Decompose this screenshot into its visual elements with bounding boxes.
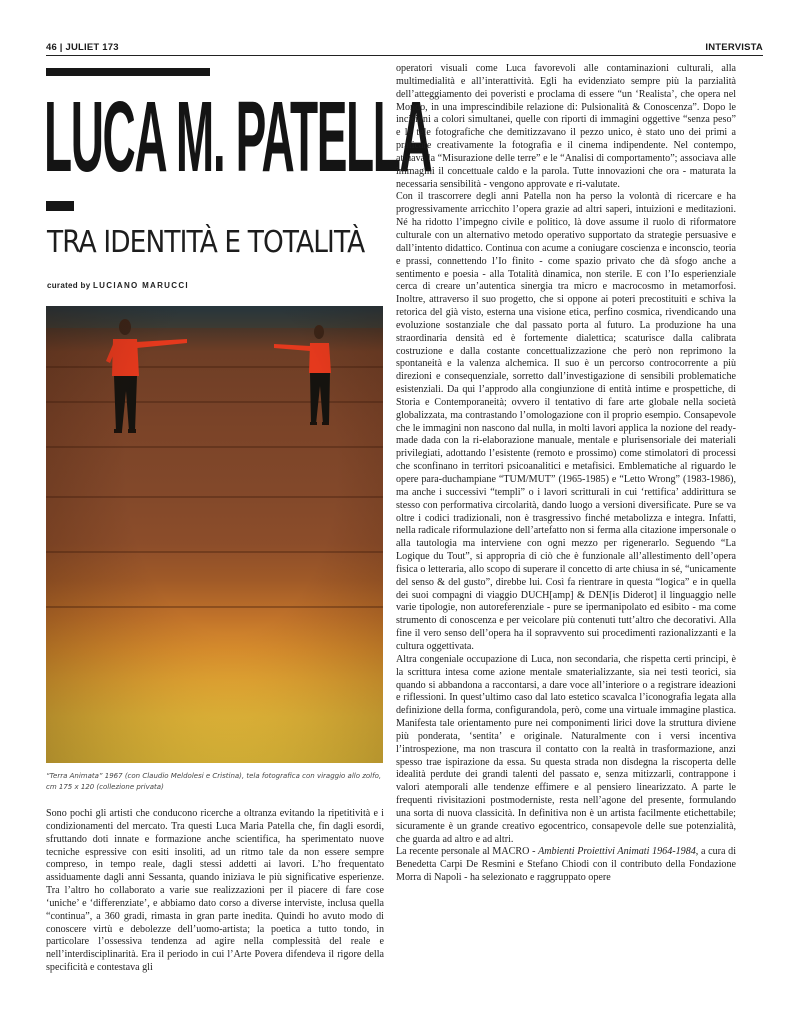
paragraph: Altra congeniale occupazione di Luca, non secondaria, che rispetta certi principi, è la scrittura intesa come azione mentale smaterializzante, sia nei testi teorici, sia quando si abbandona a raccontarsi, a dare voce all’interiore o a registrare ideazioni e riflessioni. In quest’ultimo caso dal lato estetico scavalca l’iconografia legata alla definizione della forma, configurandola, però, come una virtuale immagine plastica. Manifesta tale orientamento pure nei componimenti lirici dove la struttura diviene più ponderata, ‘sentita’ e originale. Naturalmente con i versi incentiva l’introspezione, ma non trascura il contatto con la realtà in trasformazione, anzi spesso trae ispirazione da essa. Su questa strada non disdegna la riscoperta delle idealità perdute dei grandi talenti del passato e, senza mitizzarli, contrappone i valori atemporali alle tendenze effimere e al pensiero linearizzato. A parte le frequenti rivisitazioni postmoderniste, resta nell’agone del presente, formulando una sorta di nuova classicità. In definitiva non è un artista facilmente etichettabile; sicuramente è un grande creativo egocentrico, consapevole delle sue potenzialità, che guarda ad altro e ad altri. <box>396 653 736 845</box>
paragraph: Sono pochi gli artisti che conducono ricerche a oltranza evitando la ripetitività e i condizionamenti del mercato. Tra questi Luca Maria Patella che, fin dagli esordi, sfruttando doti innate e formazione anche scientifica, ha sperimentato nuove tecniche espressive con esiti insoliti, ad un ritmo tale da non essere sempre compreso, in tempo reale, dagli stessi addetti ai lavori. L’ho frequentato assiduamente dagli anni Sessanta, quando iniziava le più significative esperienze. Tra l’altro ho collaborato a varie sue realizzazioni per il piacere di fare cose ‘uniche’ e ‘differenziate’, e abbiamo dato corso a diverse interviste, inclusa quella “continua”, a 360 gradi, rimasta in gran parte inedita. Quindi ho avuto modo di conoscere virtù e debolezze dell’uomo-artista; la poetica a tutto tondo, in particolare l’ossessiva tendenza ad agire nella complessità del reale e nell’interdisciplinarità. Era il periodo in cui l’Arte Povera difendeva il rigore della specificità e contestava gli <box>46 808 384 974</box>
section-label: INTERVISTA <box>705 42 763 53</box>
paragraph: Con il trascorrere degli anni Patella non ha perso la volontà di ricercare e ha progressivamente arricchito l’opera grazie ad altri saperi, intuizioni e meditazioni. Né ha ridotto l’impegno civile e politico, là dove assume il ruolo di riformatore culturale con un alternativo metodo operativo supportato da strategie persuasive e dall’intento didattico. Continua con acume a coniugare coscienza e inconscio, teoria e prassi, connettendo l’Io finito - come spazio privato che dà sfogo anche a sentimento e poesia - alla Totalità dinamica, non sterile. E con l’Io esperienziale cerca di creare un’autentica sinergia tra micro e macrocosmo in metamorfosi. Inoltre, attraverso il suo progetto, che si oppone ai poteri precostituiti e schiva la retorica del già visto, esterna una visione etica, perfino cosmica, rivendicando una evoluzione sostanziale che dal passato porta al futuro. La produzione ha una straordinaria densità ed è fortemente dialettica; scaturisce dalla calibrata costruzione e dalla costante concettualizzazione che però non reprimono la spontaneità e la valenza alchemica. Il suo è un percorso controcorrente a più direzioni e consequenziale, sorretto dall’investigazione di sensibili problematiche esistenziali. Da qui l’approdo alla congiunzione di entità intime e prospettiche, di Storia e Contemporaneità; ovvero il tentativo di fare arte globale nella società globalizzata, ma contrastando l’omologazione con il proprio esempio. Consapevole che le immagini non nascono dal nulla, in molti lavori applica la nozione del ready-made dada con la ri-elaborazione manuale, mentale e plurisensoriale dei materiali privilegiati, adottando l’esistente (remoto e prossimo) come stimolatori di processi che sconfinano in territori psicoanalitici e metafisici. Emblematiche al riguardo le opere para-duchampiane “TUM/MUT” (1965-1985) e “Letto Wrong” (1983-1986), ma anche i successivi “templi” o i lavori scritturali in cui ‘rettifica’ addirittura se stesso con performativa circolarità, dando luogo a versioni diversificate. Pure se va oltre i codici tradizionali, non è trasgressivo finché metabolizza e integra. Infatti, nella radicale riformulazione dell’artefatto non si ferma alla citazione impersonale o alla tautologia ma interviene con ogni mezzo per rigenerarlo. Seguendo “La Logique du Tout”, si appropria di ciò che è funzionale all’allestimento dell’opera fisica o letteraria, allo scopo di superare il concetto di arte chiusa in sé, “unicamente del senso & del gusto”, direbbe lui. Così fa rientrare in questa “logica” e in quella dei suoi compagni di viaggio DUCH[amp] & DEN[is Diderot] il linguaggio nelle varie tipologie, non autoreferenziale - pure se ipermanipolato ed esibito - ma come strumento di conoscenza e per veicolare più contenuti tutt’altro che decorativi. Alla fine il vero senso dell’opera ha il sopravvento sui procedimenti razionalizzanti e la cultura oggettivata. <box>396 191 736 652</box>
page-number-issue: 46 | JULIET 173 <box>46 42 119 53</box>
article-title: LUCA M. PATELLA <box>44 81 432 193</box>
page-header <box>46 42 763 56</box>
paragraph-last: La recente personale al MACRO - Ambienti Proiettivi Animati 1964-1984, a cura di Benedetta Carpi De Resmini e Stefano Chiodi con il contributo della Fondazione Morra di Napoli - ha selezionato e raggruppato opere <box>396 846 737 884</box>
title-bar-bottom <box>46 201 74 211</box>
curated-prefix: curated by <box>47 281 91 290</box>
artwork-photo <box>46 306 383 763</box>
curator-name: LUCIANO MARUCCI <box>93 281 189 290</box>
title-bar-top <box>46 68 210 76</box>
article-subtitle: TRA IDENTITÀ E TOTALITÀ <box>47 225 365 260</box>
paragraph: operatori visuali come Luca favorevoli alle contaminazioni culturali, alla multimedialità e all’interattività. Egli ha evidenziato sempre più la parzialità dell’atteggiamento dei poveristi e proclama di essere “un ‘Realista’, che opera nel Mondo, in una imprescindibile relazione di: Pulsionalità & Conoscenza”. Dopo le incisioni a colori simultanei, quelle con riporti di immagini oggettive “senza peso” e le tele fotografiche che demitizzavano il pezzo unico, è stato uno dei primi a praticare creativamente la fotografia e il cinema indipendente. Nel contempo, attuava la “Misurazione delle terre” e le “Analisi di comportamento”; associava alle immagini il concettuale caldo e la parola. Tutte innovazioni che ora - maturata la necessaria sensibilità - vengono approvate e ri-valutate. <box>396 63 736 190</box>
photo-caption: “Terra Animata” 1967 (con Claudio Meldolesi e Cristina), tela fotografica con viraggio allo zolfo, cm 175 x 120 (collezione privata) <box>46 772 382 791</box>
exhibition-title: Ambienti Proiettivi Animati 1964-1984 <box>538 846 696 858</box>
left-column <box>46 808 384 975</box>
curated-by <box>47 281 189 290</box>
right-column <box>396 63 736 885</box>
